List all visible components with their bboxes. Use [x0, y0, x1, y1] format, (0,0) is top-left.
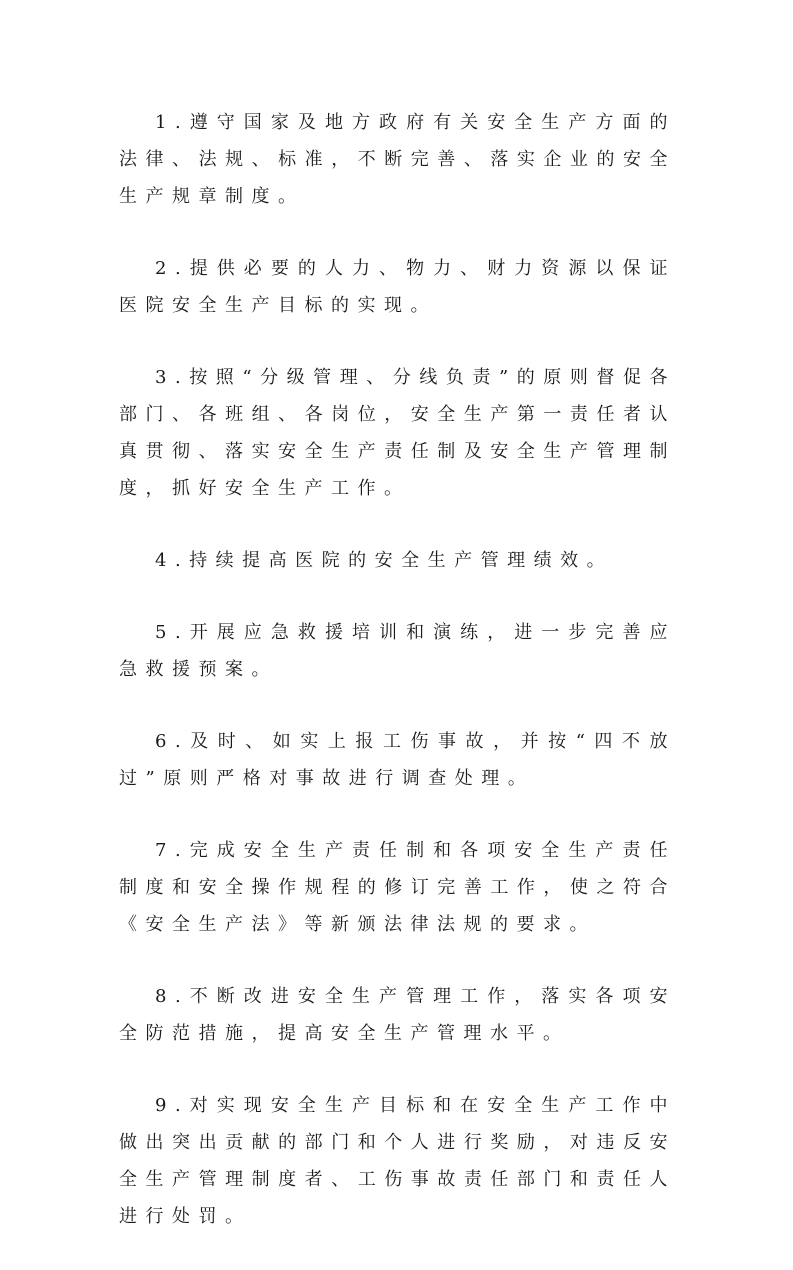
paragraph-4: 4.持续提高医院的安全生产管理绩效。: [155, 550, 614, 571]
paragraph-5: 5.开展应急救援培训和演练，进一步完善应急救援预案。: [119, 622, 676, 680]
paragraph-3: 3.按照“分级管理、分线负责”的原则督促各部门、各班组、各岗位，安全生产第一责任者认真贯彻、落实安全生产责任制及安全生产管理制度，抓好安全生产工作。: [119, 367, 676, 499]
paragraph-8: 8.不断改进安全生产管理工作，落实各项安全防范措施，提高安全生产管理水平。: [119, 986, 676, 1044]
paragraph-6: 6.及时、如实上报工伤事故，并按“四不放过”原则严格对事故进行调查处理。: [119, 731, 676, 789]
paragraph-7: 7.完成安全生产责任制和各项安全生产责任制度和安全操作规程的修订完善工作，使之符合《安全生产法》等新颁法律法规的要求。: [119, 840, 676, 935]
paragraph-1: 1.遵守国家及地方政府有关安全生产方面的法律、法规、标准，不断完善、落实企业的安全生产规章制度。: [119, 112, 676, 207]
paragraph-2: 2.提供必要的人力、物力、财力资源以保证医院安全生产目标的实现。: [119, 258, 676, 316]
document-page: [119, 104, 676, 1270]
paragraph-9: 9.对实现安全生产目标和在安全生产工作中做出突出贡献的部门和个人进行奖励，对违反安全生产管理制度者、工伤事故责任部门和责任人进行处罚。: [119, 1095, 676, 1227]
